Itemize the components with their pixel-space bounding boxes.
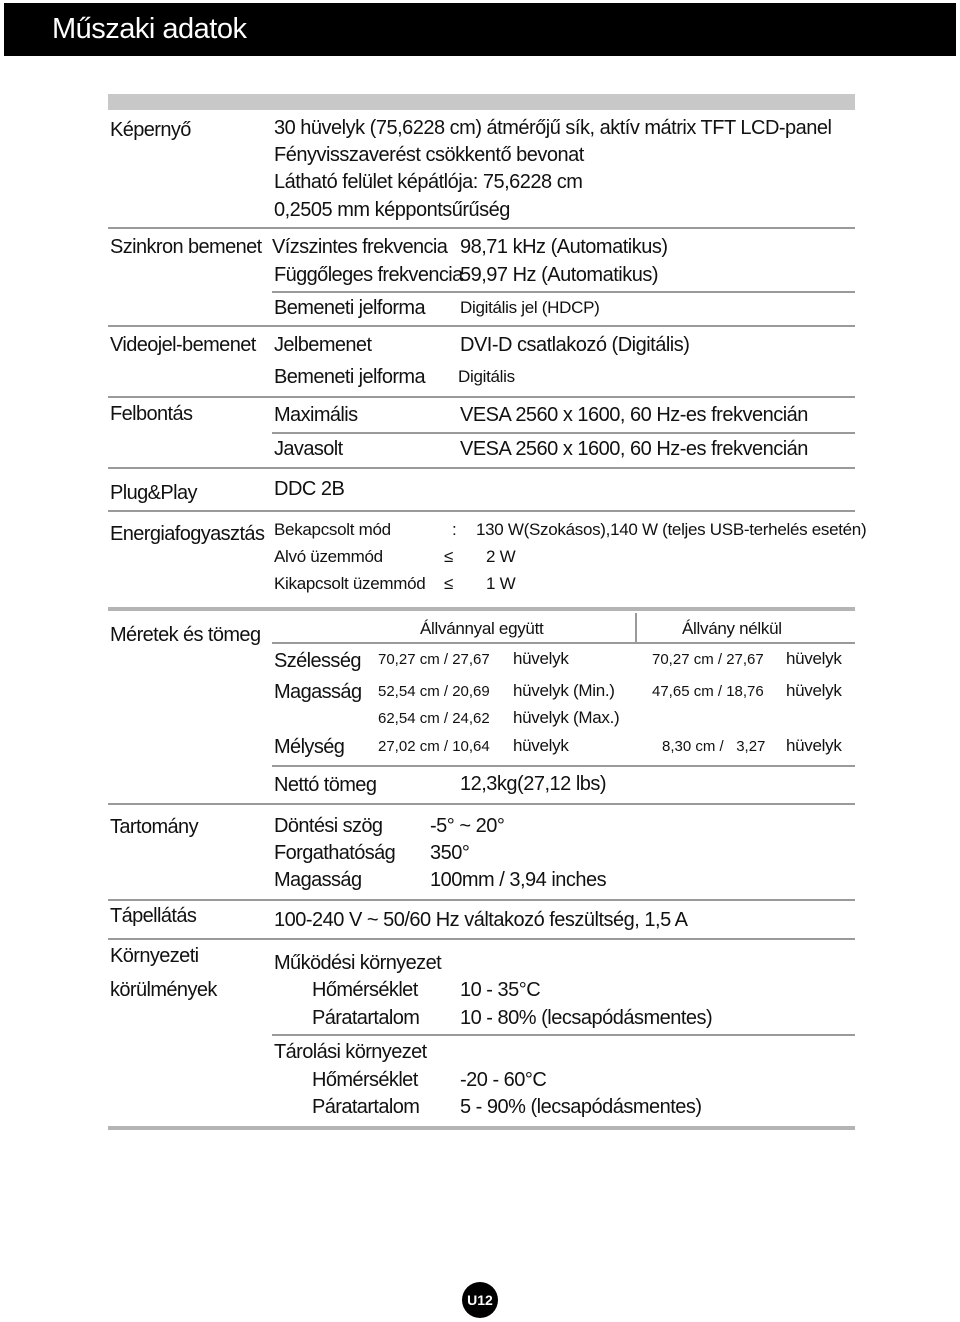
divider: [108, 899, 855, 901]
dim-depth-key: Mélység: [274, 736, 345, 758]
page-title: Műszaki adatok: [52, 13, 247, 45]
sync-in-key: Bemeneti jelforma: [274, 297, 425, 319]
divider: [108, 938, 855, 940]
plug-value: DDC 2B: [274, 478, 345, 500]
dim-unit: hüvelyk: [786, 649, 842, 668]
divider: [108, 396, 855, 398]
dimensions-col-without: Állvány nélkül: [682, 619, 782, 638]
page-number-badge: U12: [462, 1282, 498, 1318]
display-label: Képernyő: [110, 119, 191, 141]
power-label: Energiafogyasztás: [110, 523, 265, 545]
display-line: 30 hüvelyk (75,6228 cm) átmérőjű sík, aktív mátrix TFT LCD-panel: [274, 117, 832, 139]
divider: [108, 803, 855, 805]
video-sig-key: Jelbemenet: [274, 334, 372, 356]
dimensions-col-with: Állvánnyal együtt: [420, 619, 544, 638]
dim-min: (Min.): [573, 681, 615, 700]
dim-height-without: 47,65 cm / 18,76: [652, 683, 764, 700]
dim-height-key: Magasság: [274, 681, 362, 703]
resolution-max-key: Maximális: [274, 404, 358, 426]
env-st-title: Tárolási környezet: [274, 1041, 427, 1063]
column-divider: [635, 613, 637, 643]
video-label: Videojel-bemenet: [110, 334, 256, 356]
env-label-line1: Környezeti: [110, 945, 199, 967]
display-line: Látható felület képátlója: 75,6228 cm: [274, 171, 583, 193]
env-st-hum-key: Páratartalom: [312, 1096, 420, 1118]
dim-width-without: 70,27 cm / 27,67: [652, 651, 764, 668]
plug-label: Plug&Play: [110, 482, 197, 504]
divider: [108, 510, 855, 512]
dim-unit: hüvelyk: [513, 708, 569, 727]
power-off-key: Kikapcsolt üzemmód: [274, 574, 426, 593]
resolution-label: Felbontás: [110, 403, 193, 425]
power-on-key: Bekapcsolt mód: [274, 520, 391, 539]
divider: [108, 607, 855, 611]
page-header: [4, 3, 956, 56]
power-off-sym: ≤: [444, 574, 454, 593]
dim-unit: hüvelyk: [786, 736, 842, 755]
power-sleep-sym: ≤: [444, 547, 454, 566]
range-label: Tartomány: [110, 816, 198, 838]
dim-unit: hüvelyk: [786, 681, 842, 700]
power-sleep-key: Alvó üzemmód: [274, 547, 383, 566]
power-off-val: 1 W: [486, 574, 516, 593]
dim-height-with-min: 52,54 cm / 20,69: [378, 683, 490, 700]
env-op-hum-key: Páratartalom: [312, 1007, 420, 1029]
supply-label: Tápellátás: [110, 905, 197, 927]
divider: [108, 467, 855, 469]
env-st-temp-val: -20 - 60°C: [460, 1069, 547, 1091]
range-tilt-key: Döntési szög: [274, 815, 383, 837]
power-on-sym: :: [452, 520, 457, 539]
range-swivel-val: 350°: [430, 842, 470, 864]
dim-unit: hüvelyk: [513, 736, 569, 755]
dim-depth-with: 27,02 cm / 10,64: [378, 738, 490, 755]
dim-height-with-max: 62,54 cm / 24,62: [378, 710, 490, 727]
resolution-max-val: VESA 2560 x 1600, 60 Hz-es frekvencián: [460, 404, 808, 426]
supply-value: 100-240 V ~ 50/60 Hz váltakozó feszültség, 1,5 A: [274, 909, 688, 931]
env-op-temp-val: 10 - 35°C: [460, 979, 541, 1001]
dim-max: (Max.): [573, 708, 620, 727]
range-tilt-val: -5° ~ 20°: [430, 815, 505, 837]
sync-h-val: 98,71 kHz (Automatikus): [460, 236, 668, 258]
display-line: 0,2505 mm képpontsűrűség: [274, 199, 510, 221]
power-sleep-val: 2 W: [486, 547, 516, 566]
env-op-temp-key: Hőmérséklet: [312, 979, 418, 1001]
env-st-temp-key: Hőmérséklet: [312, 1069, 418, 1091]
table-top-bar: [108, 94, 855, 110]
divider: [272, 291, 855, 293]
sync-v-key: Függőleges frekvencia: [274, 264, 463, 286]
dim-width-with: 70,27 cm / 27,67: [378, 651, 490, 668]
env-op-hum-val: 10 - 80% (lecsapódásmentes): [460, 1007, 713, 1029]
dim-depth-without: 8,30 cm / 3,27: [662, 738, 766, 755]
env-label-line2: körülmények: [110, 979, 217, 1001]
dim-width-key: Szélesség: [274, 650, 361, 672]
resolution-rec-key: Javasolt: [274, 438, 343, 460]
power-on-val: 130 W(Szokásos),140 W (teljes USB-terhelés esetén): [476, 520, 867, 539]
range-height-val: 100mm / 3,94 inches: [430, 869, 607, 891]
divider: [108, 1126, 855, 1130]
sync-label: Szinkron bemenet: [110, 236, 262, 258]
resolution-rec-val: VESA 2560 x 1600, 60 Hz-es frekvencián: [460, 438, 808, 460]
env-st-hum-val: 5 - 90% (lecsapódásmentes): [460, 1096, 702, 1118]
divider: [272, 642, 855, 644]
video-sig-val: DVI-D csatlakozó (Digitális): [460, 334, 690, 356]
divider: [272, 1034, 855, 1036]
env-op-title: Működési környezet: [274, 952, 442, 974]
divider: [108, 227, 855, 229]
sync-v-val: 59,97 Hz (Automatikus): [460, 264, 658, 286]
range-swivel-key: Forgathatóság: [274, 842, 396, 864]
dim-weight-val: 12,3kg(27,12 lbs): [460, 773, 607, 795]
dim-unit: hüvelyk: [513, 649, 569, 668]
range-height-key: Magasság: [274, 869, 362, 891]
video-in-key: Bemeneti jelforma: [274, 366, 425, 388]
sync-in-val: Digitális jel (HDCP): [460, 298, 600, 317]
dim-weight-key: Nettó tömeg: [274, 774, 377, 796]
dim-unit: hüvelyk: [513, 681, 569, 700]
divider: [272, 432, 855, 434]
dimensions-label: Méretek és tömeg: [110, 624, 261, 646]
video-in-val: Digitális: [458, 367, 515, 386]
display-line: Fényvisszaverést csökkentő bevonat: [274, 144, 584, 166]
divider: [108, 325, 855, 327]
sync-h-key: Vízszintes frekvencia: [272, 236, 448, 258]
divider: [272, 765, 855, 767]
